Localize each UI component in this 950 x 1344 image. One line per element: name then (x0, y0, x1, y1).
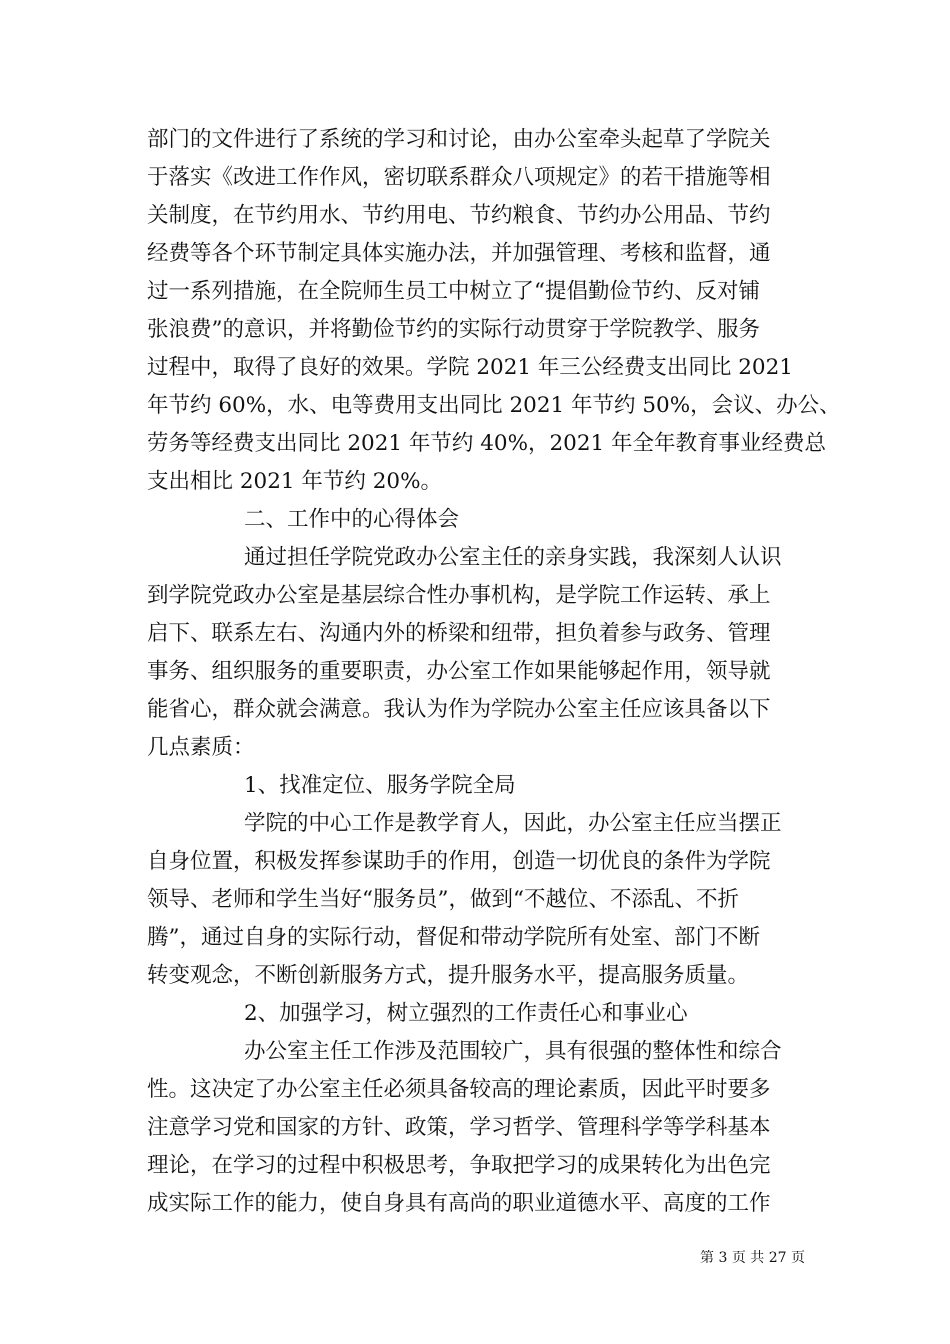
body-text-line: 注意学习党和国家的方针、政策，学习哲学、管理科学等学科基本 (147, 1115, 771, 1140)
body-text-line: 成实际工作的能力，使自身具有高尚的职业道德水平、高度的工作 (147, 1191, 771, 1216)
body-text-line: 腾”，通过自身的实际行动，督促和带动学院所有处室、部门不断 (147, 925, 760, 950)
body-text-line: 支出相比 2021 年节约 20%。 (147, 469, 443, 494)
body-text-line: 到学院党政办公室是基层综合性办事机构，是学院工作运转、承上 (147, 583, 771, 608)
body-text-line: 领导、老师和学生当好“服务员”，做到“不越位、不添乱、不折 (147, 887, 739, 912)
body-text-line: 过程中，取得了良好的效果。学院 2021 年三公经费支出同比 2021 (147, 355, 793, 380)
body-text-line: 启下、联系左右、沟通内外的桥梁和纽带，担负着参与政务、管理 (147, 621, 771, 646)
body-text-line: 能省心，群众就会满意。我认为作为学院办公室主任应该具备以下 (147, 697, 771, 722)
body-text-line: 年节约 60%，水、电等费用支出同比 2021 年节约 50%，会议、办公、 (147, 393, 841, 418)
body-text-line: 于落实《改进工作作风，密切联系群众八项规定》的若干措施等相 (147, 165, 771, 190)
body-text-line: 过一系列措施，在全院师生员工中树立了“提倡勤俭节约、反对铺 (147, 279, 760, 304)
section-heading: 二、工作中的心得体会 (244, 507, 460, 532)
body-text-line: 事务、组织服务的重要职责，办公室工作如果能够起作用，领导就 (147, 659, 771, 684)
body-text-line: 性。这决定了办公室主任必须具备较高的理论素质，因此平时要多 (147, 1077, 771, 1102)
body-text-line: 转变观念，不断创新服务方式，提升服务水平，提高服务质量。 (147, 963, 750, 988)
body-text-line: 张浪费”的意识，并将勤俭节约的实际行动贯穿于学院教学、服务 (147, 317, 760, 342)
body-text-line: 劳务等经费支出同比 2021 年节约 40%，2021 年全年教育事业经费总 (147, 431, 827, 456)
body-text-line: 理论，在学习的过程中积极思考，争取把学习的成果转化为出色完 (147, 1153, 771, 1178)
paragraph-first-line: 学院的中心工作是教学育人，因此，办公室主任应当摆正 (244, 811, 782, 836)
body-text-line: 经费等各个环节制定具体实施办法，并加强管理、考核和监督，通 (147, 241, 771, 266)
paragraph-first-line: 办公室主任工作涉及范围较广，具有很强的整体性和综合 (244, 1039, 782, 1064)
body-text-line: 几点素质： (147, 735, 255, 760)
body-text-line: 部门的文件进行了系统的学习和讨论，由办公室牵头起草了学院关 (147, 127, 771, 152)
body-text-line: 关制度，在节约用水、节约用电、节约粮食、节约办公用品、节约 (147, 203, 771, 228)
body-text-line: 自身位置，积极发挥参谋助手的作用，创造一切优良的条件为学院 (147, 849, 771, 874)
subsection-heading: 2、加强学习，树立强烈的工作责任心和事业心 (244, 1001, 688, 1026)
page-number: 第 3 页 共 27 页 (700, 1250, 805, 1266)
subsection-heading: 1、找准定位、服务学院全局 (244, 773, 516, 798)
paragraph-first-line: 通过担任学院党政办公室主任的亲身实践，我深刻人认识 (244, 545, 782, 570)
